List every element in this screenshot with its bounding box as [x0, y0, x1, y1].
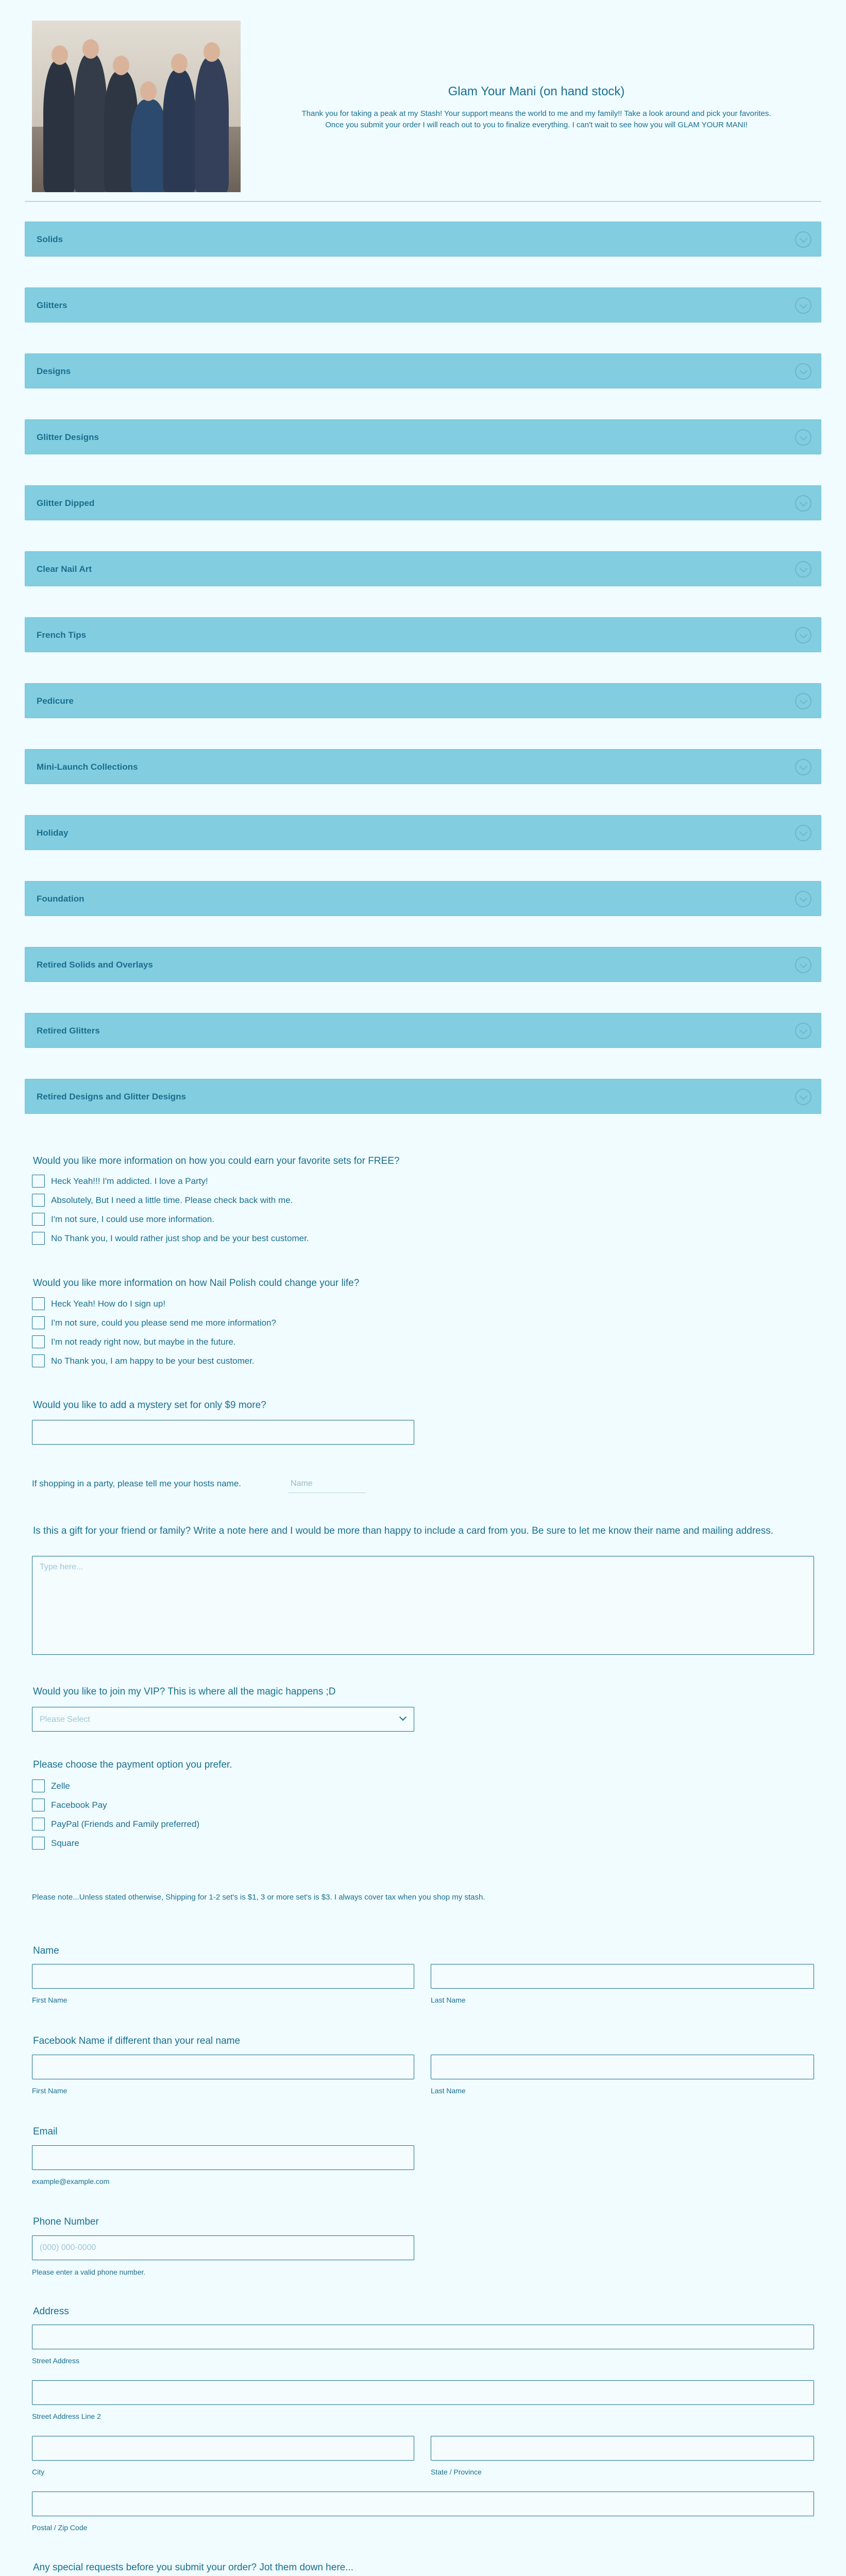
accordion-mini-launch[interactable] — [25, 749, 821, 784]
fb-last-name-input[interactable] — [431, 2055, 814, 2079]
accordion-label: Glitter Designs — [37, 432, 99, 442]
chevron-down-icon — [399, 1714, 407, 1721]
accordion-label: Glitters — [37, 300, 67, 310]
vip-select[interactable] — [32, 1707, 414, 1732]
option-label: Facebook Pay — [51, 1800, 107, 1810]
accordion-retired-glitters[interactable] — [25, 1013, 821, 1048]
chevron-down-icon — [795, 495, 811, 512]
accordion-label: Mini-Launch Collections — [37, 762, 138, 772]
option-label: I'm not ready right now, but maybe in the future. — [51, 1337, 236, 1347]
option-label: I'm not sure, I could use more information. — [51, 1214, 214, 1224]
option-label: Heck Yeah!!! I'm addicted. I love a Party! — [51, 1176, 208, 1186]
state-input[interactable] — [431, 2436, 814, 2461]
mystery-set-label: Would you like to add a mystery set for only $9 more? — [33, 1400, 266, 1411]
accordion-pedicure[interactable] — [25, 683, 821, 718]
accordion-glitters[interactable] — [25, 287, 821, 323]
chevron-down-icon — [795, 1023, 811, 1039]
vip-label: Would you like to join my VIP? This is where all the magic happens ;D — [33, 1686, 336, 1697]
checkbox[interactable] — [32, 1175, 45, 1188]
payment-label: Please choose the payment option you prefer. — [33, 1759, 232, 1770]
state-sublabel: State / Province — [431, 2468, 482, 2476]
checkbox[interactable] — [32, 1799, 45, 1811]
title-block — [251, 84, 821, 131]
chevron-down-icon — [795, 891, 811, 907]
accordion-label: Clear Nail Art — [37, 564, 92, 574]
fb-last-name-sublabel: Last Name — [431, 2087, 466, 2095]
intro-text-line1: Thank you for taking a peak at my Stash! Your support means the world to me and my family!! Take a look around and pick your favorites. — [301, 109, 771, 118]
chevron-down-icon — [795, 957, 811, 973]
accordion-label: French Tips — [37, 630, 87, 640]
city-sublabel: City — [32, 2468, 45, 2476]
chevron-down-icon — [795, 825, 811, 841]
street-address-2-sublabel: Street Address Line 2 — [32, 2412, 101, 2420]
last-name-input[interactable] — [431, 1964, 814, 1989]
option-label: Absolutely, But I need a little time. Please check back with me. — [51, 1195, 293, 1205]
form-header — [25, 12, 821, 200]
accordion-label: Solids — [37, 234, 63, 244]
accordion-label: Holiday — [37, 828, 69, 838]
checkbox[interactable] — [32, 1194, 45, 1207]
accordion-french-tips[interactable] — [25, 617, 821, 652]
accordion-retired-designs[interactable] — [25, 1079, 821, 1114]
checkbox[interactable] — [32, 1316, 45, 1329]
shipping-note: Please note...Unless stated otherwise, Shipping for 1-2 set's is $1, 3 or more set's is $3. I always cover tax when you shop my stash. — [32, 1893, 485, 1902]
chevron-down-icon — [795, 363, 811, 380]
page-title: Glam Your Mani (on hand stock) — [448, 84, 625, 98]
facebook-name-label: Facebook Name if different than your real name — [33, 2036, 241, 2046]
chevron-down-icon — [795, 1089, 811, 1105]
option-label: Square — [51, 1838, 79, 1848]
accordion-label: Retired Solids and Overlays — [37, 960, 153, 970]
header-divider — [25, 201, 821, 202]
earn-question-label: Would you like more information on how you could earn your favorite sets for FREE? — [33, 1156, 400, 1166]
chevron-down-icon — [795, 693, 811, 709]
street-address-sublabel: Street Address — [32, 2357, 79, 2365]
chevron-down-icon — [795, 297, 811, 314]
zip-sublabel: Postal / Zip Code — [32, 2523, 88, 2532]
accordion-glitter-dipped[interactable] — [25, 485, 821, 520]
fb-first-name-input[interactable] — [32, 2055, 414, 2079]
accordion-solids[interactable] — [25, 222, 821, 257]
phone-label: Phone Number — [33, 2216, 99, 2227]
last-name-sublabel: Last Name — [431, 1996, 466, 2004]
special-requests-label: Any special requests before you submit your order? Jot them down here... — [33, 2562, 354, 2573]
city-input[interactable] — [32, 2436, 414, 2461]
first-name-input[interactable] — [32, 1964, 414, 1989]
gift-note-label: Is this a gift for your friend or family? Write a note here and I would be more than happy to include a card from you. Be sure to let me know their name and mailing address. — [33, 1526, 773, 1536]
street-address-input[interactable] — [32, 2325, 814, 2349]
checkbox[interactable] — [32, 1354, 45, 1367]
chevron-down-icon — [795, 429, 811, 446]
group-photo — [32, 21, 241, 192]
email-field[interactable] — [32, 2145, 414, 2170]
host-name-input[interactable] — [289, 1476, 366, 1492]
accordion-foundation[interactable] — [25, 881, 821, 916]
checkbox[interactable] — [32, 1297, 45, 1310]
street-address-2-input[interactable] — [32, 2380, 814, 2405]
option-label: PayPal (Friends and Family preferred) — [51, 1819, 200, 1829]
chevron-down-icon — [795, 759, 811, 775]
checkbox[interactable] — [32, 1213, 45, 1226]
checkbox[interactable] — [32, 1232, 45, 1245]
email-hint: example@example.com — [32, 2177, 110, 2185]
accordion-label: Retired Designs and Glitter Designs — [37, 1092, 187, 1101]
phone-input[interactable] — [32, 2235, 414, 2260]
host-name-label: If shopping in a party, please tell me your hosts name. — [32, 1479, 242, 1488]
address-label: Address — [33, 2306, 69, 2317]
accordion-glitter-designs[interactable] — [25, 419, 821, 454]
phone-hint: Please enter a valid phone number. — [32, 2268, 146, 2276]
checkbox[interactable] — [32, 1335, 45, 1348]
accordion-label: Retired Glitters — [37, 1026, 100, 1036]
accordion-designs[interactable] — [25, 353, 821, 388]
accordion-label: Pedicure — [37, 696, 74, 706]
change-life-question-label: Would you like more information on how Nail Polish could change your life? — [33, 1278, 360, 1289]
name-label: Name — [33, 1945, 59, 1956]
intro-text-line2: Once you submit your order I will reach out to you to finalize everything. I can't wait to see how you will GLAM YOUR MANI! — [325, 121, 748, 129]
accordion-clear-nail-art[interactable] — [25, 551, 821, 586]
vip-select-value: Please Select — [40, 1715, 90, 1724]
checkbox[interactable] — [32, 1818, 45, 1831]
option-label: Zelle — [51, 1781, 70, 1791]
option-label: I'm not sure, could you please send me more information? — [51, 1318, 276, 1328]
email-label: Email — [33, 2126, 58, 2137]
accordion-label: Designs — [37, 366, 71, 376]
option-label: No Thank you, I am happy to be your best customer. — [51, 1356, 255, 1366]
option-label: Heck Yeah! How do I sign up! — [51, 1299, 166, 1309]
accordion-retired-solids[interactable] — [25, 947, 821, 982]
chevron-down-icon — [795, 231, 811, 248]
first-name-sublabel: First Name — [32, 1996, 67, 2004]
zip-input[interactable] — [32, 2492, 814, 2516]
chevron-down-icon — [795, 561, 811, 578]
accordion-label: Foundation — [37, 894, 84, 904]
checkbox[interactable] — [32, 1837, 45, 1850]
chevron-down-icon — [795, 627, 811, 643]
fb-first-name-sublabel: First Name — [32, 2087, 67, 2095]
gift-note-textarea[interactable] — [32, 1556, 814, 1655]
accordion-holiday[interactable] — [25, 815, 821, 850]
mystery-set-input[interactable] — [32, 1420, 414, 1445]
option-label: No Thank you, I would rather just shop and be your best customer. — [51, 1233, 309, 1243]
accordion-label: Glitter Dipped — [37, 498, 95, 508]
checkbox[interactable] — [32, 1780, 45, 1792]
